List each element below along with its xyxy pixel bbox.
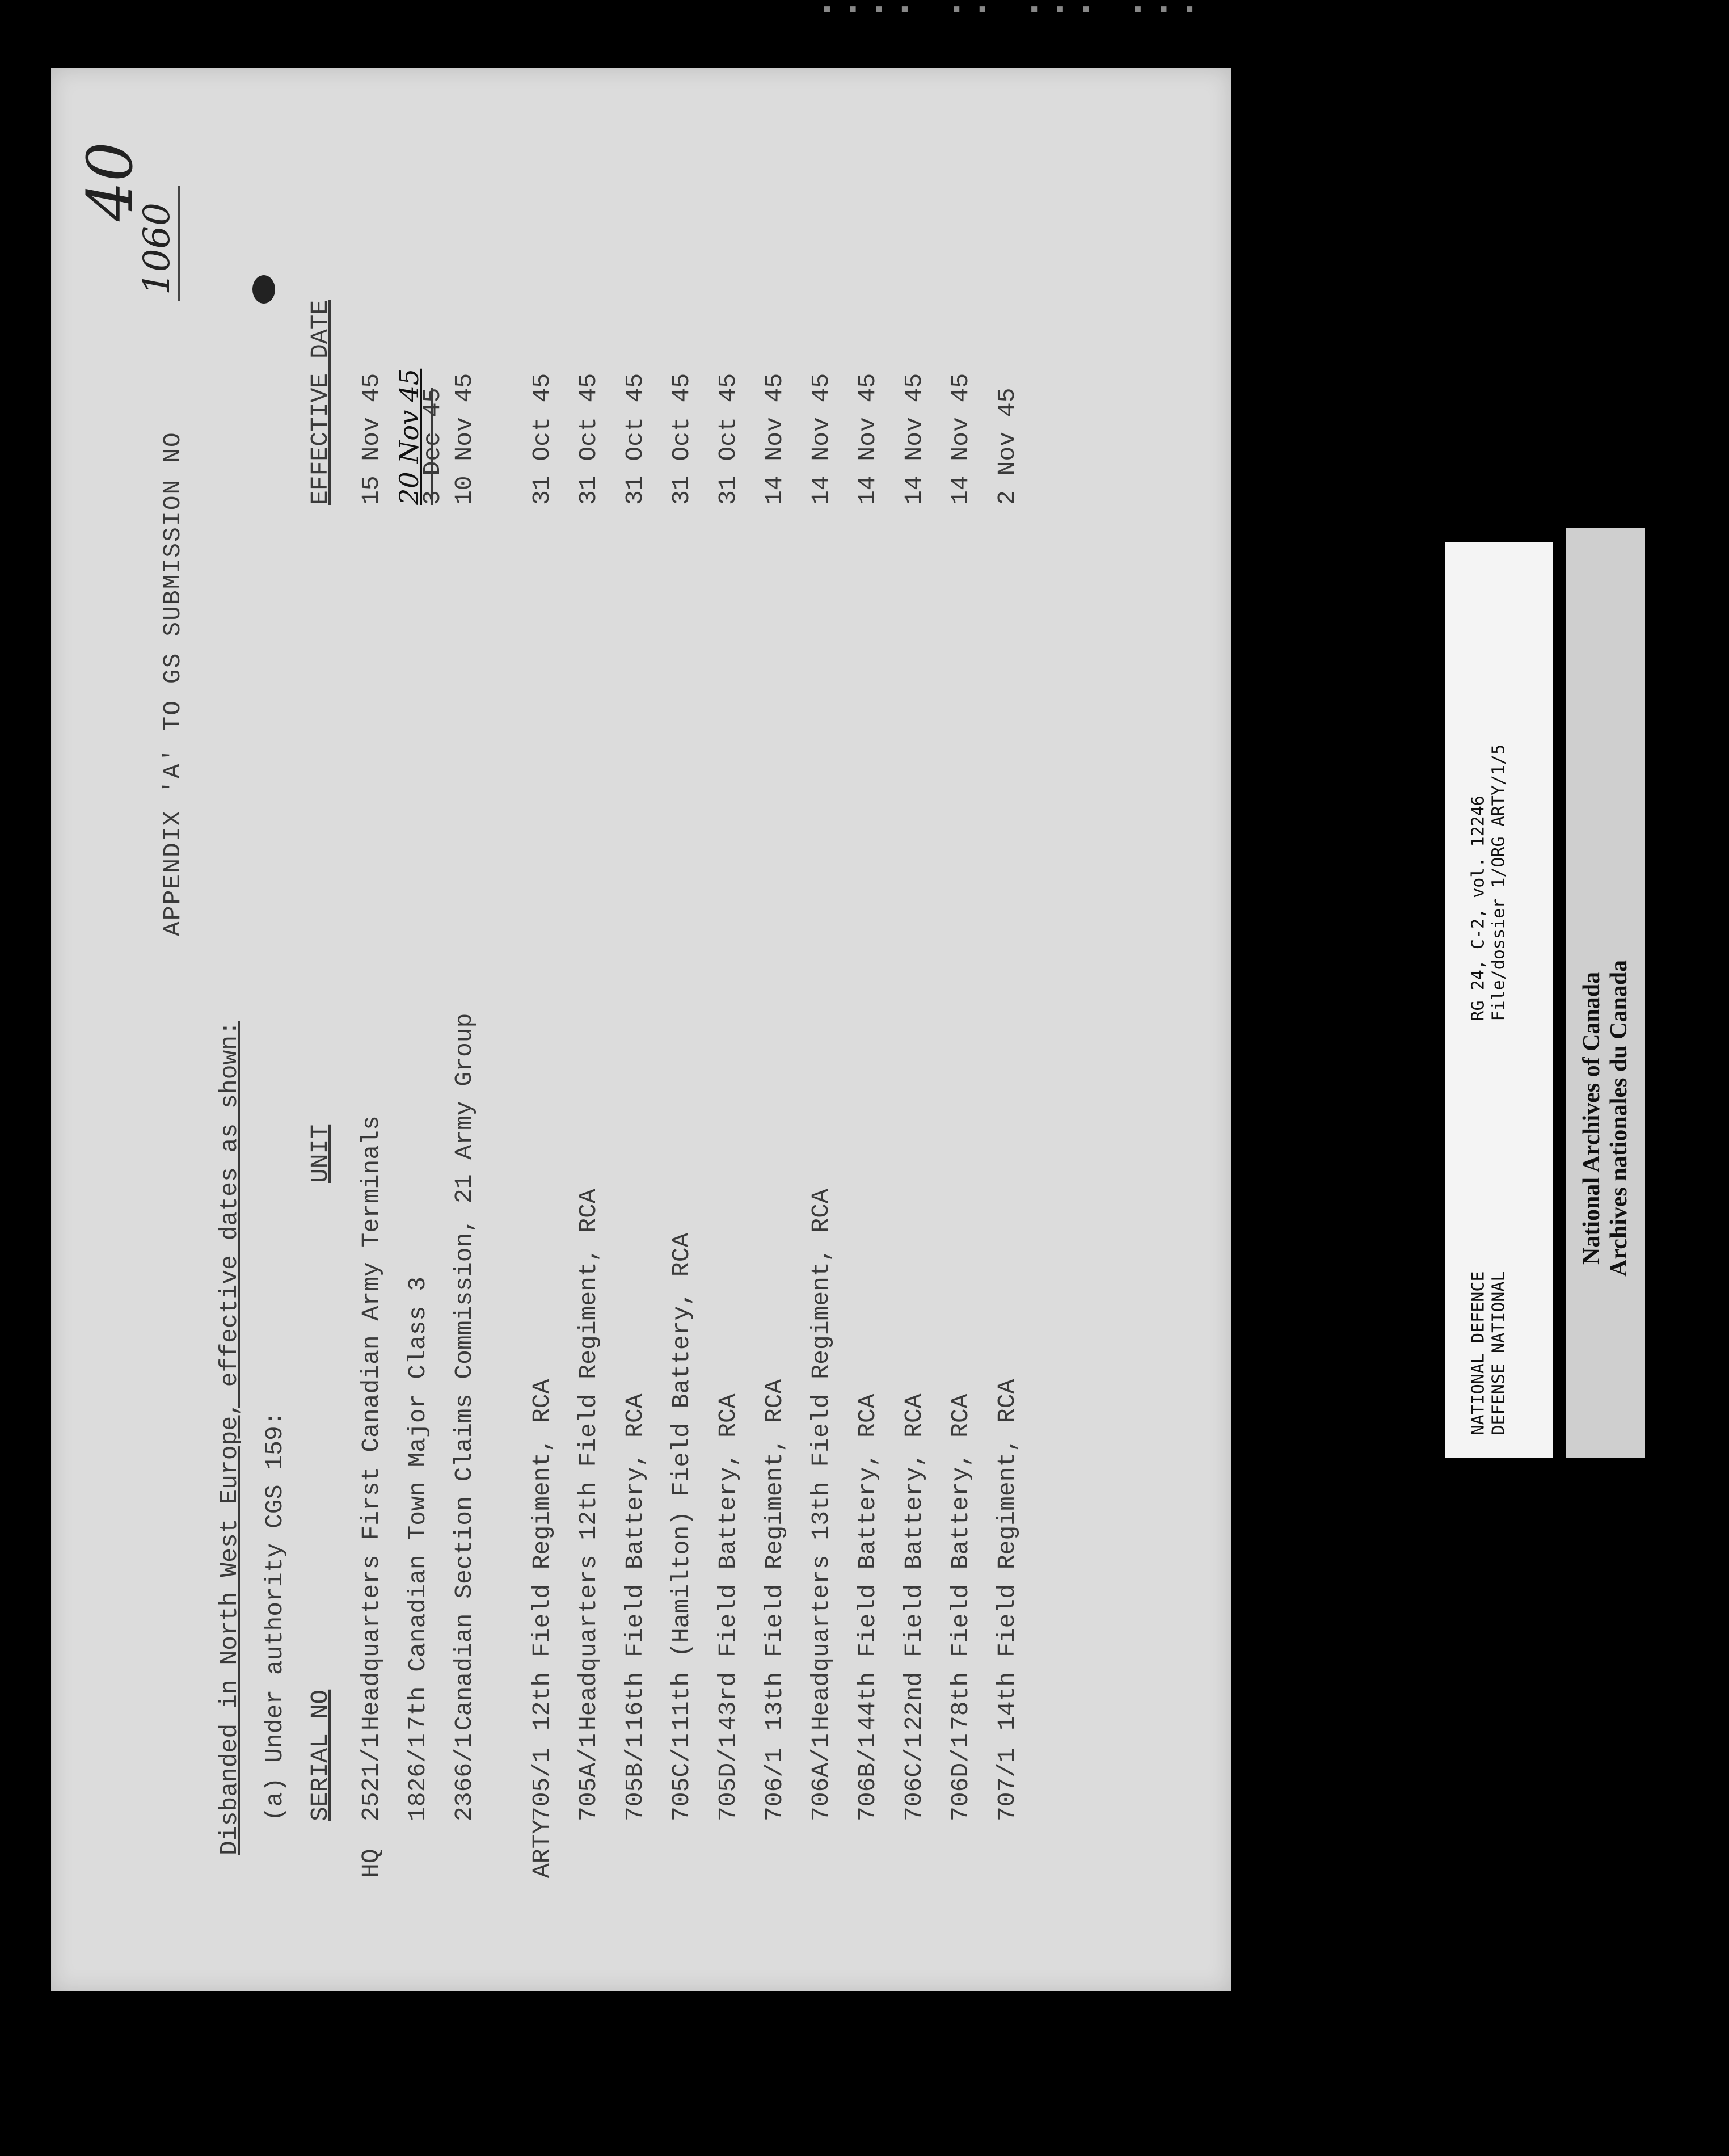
row-unit-name: 44th Field Battery, RCA xyxy=(854,1393,882,1730)
row-serial-no: 706C/1 xyxy=(900,1733,928,1821)
row-effective-date: 14 Nov 45 xyxy=(807,373,835,505)
row-date-handwritten: 20 Nov 45 xyxy=(394,368,424,505)
row-unit-name: 12th Field Regiment, RCA xyxy=(528,1379,556,1730)
row-unit-name: 16th Field Battery, RCA xyxy=(621,1393,649,1730)
row-effective-date: 14 Nov 45 xyxy=(900,373,928,505)
reference-line-2: File/dossier 1/ORG ARTY/1/5 xyxy=(1488,744,1509,1021)
row-effective-date: 14 Nov 45 xyxy=(854,373,882,505)
row-effective-date: 31 Oct 45 xyxy=(668,373,695,505)
row-unit-name: 22nd Field Battery, RCA xyxy=(900,1393,928,1730)
row-serial-no: 706D/1 xyxy=(947,1733,975,1821)
row-unit-name: 14th Field Regiment, RCA xyxy=(993,1379,1021,1730)
row-date-struck: 3 Dec 45 xyxy=(419,388,446,505)
column-header-unit: UNIT xyxy=(306,1124,334,1183)
row-unit-name: Canadian Section Claims Commission, 21 Army Group xyxy=(450,1013,478,1730)
row-unit-name: 78th Field Battery, RCA xyxy=(947,1393,975,1730)
archives-name-fr: Archives nationales du Canada xyxy=(1606,959,1632,1277)
row-unit-name: Headquarters First Canadian Army Terminals xyxy=(357,1115,385,1730)
row-effective-date: 2 Nov 45 xyxy=(993,388,1021,505)
row-effective-date: 31 Oct 45 xyxy=(621,373,649,505)
appendix-title: APPENDIX 'A' TO GS SUBMISSION NO xyxy=(159,431,187,936)
row-serial-no: 705A/1 xyxy=(575,1733,602,1821)
reference-line-1: RG 24, C-2, vol. 12246 xyxy=(1468,795,1488,1021)
row-effective-date: 15 Nov 45 xyxy=(357,373,385,505)
row-unit-name: Headquarters 13th Field Regiment, RCA xyxy=(807,1189,835,1730)
film-sprocket-marks: ▪▪▪▪ ▪▪ ▪▪▪ ▪▪▪ xyxy=(823,0,1211,17)
authority-line: (a) Under authority CGS 159: xyxy=(261,1411,289,1821)
document-heading: Disbanded in North West Europe, effective dates as shown: xyxy=(216,1021,243,1855)
row-unit-name: 11th (Hamilton) Field Battery, RCA xyxy=(668,1232,695,1730)
row-unit-name: 7th Canadian Town Major Class 3 xyxy=(404,1277,432,1730)
folio-number: 40 xyxy=(74,142,146,221)
row-effective-date: 14 Nov 45 xyxy=(947,373,975,505)
row-effective-date: 31 Oct 45 xyxy=(714,373,742,505)
row-unit-name: Headquarters 12th Field Regiment, RCA xyxy=(575,1189,602,1730)
row-serial-no: 706/1 xyxy=(761,1747,788,1821)
archive-reference-label xyxy=(1445,542,1553,1458)
row-serial-no: 2521/1 xyxy=(357,1733,385,1821)
row-serial-no: 707/1 xyxy=(993,1747,1021,1821)
page-content-rotated xyxy=(51,68,1231,1991)
row-serial-no: 705C/1 xyxy=(668,1733,695,1821)
archives-name-label xyxy=(1566,528,1645,1458)
row-serial-no: 2366/1 xyxy=(450,1733,478,1821)
row-unit-name: 43rd Field Battery, RCA xyxy=(714,1393,742,1730)
row-unit-name: 13th Field Regiment, RCA xyxy=(761,1379,788,1730)
dept-line-en: NATIONAL DEFENCE xyxy=(1468,1271,1488,1435)
row-serial-no: 705B/1 xyxy=(621,1733,649,1821)
row-group-label: HQ xyxy=(357,1848,385,1878)
row-serial-no: 705D/1 xyxy=(714,1733,742,1821)
column-header-serial: SERIAL NO xyxy=(306,1689,334,1821)
row-serial-no: 705/1 xyxy=(528,1747,556,1821)
column-header-date: EFFECTIVE DATE xyxy=(306,300,334,505)
row-effective-date: 14 Nov 45 xyxy=(761,373,788,505)
dept-line-fr: DEFENSE NATIONAL xyxy=(1488,1271,1509,1435)
row-group-label: ARTY xyxy=(528,1819,556,1878)
row-serial-no: 706B/1 xyxy=(854,1733,882,1821)
row-serial-no: 1826/1 xyxy=(404,1733,432,1821)
submission-number: 1060 xyxy=(136,186,180,301)
row-effective-date: 31 Oct 45 xyxy=(528,373,556,505)
row-serial-no: 706A/1 xyxy=(807,1733,835,1821)
archives-name-en: National Archives of Canada xyxy=(1579,971,1605,1265)
row-effective-date: 10 Nov 45 xyxy=(450,373,478,505)
row-effective-date: 31 Oct 45 xyxy=(575,373,602,505)
document-page xyxy=(51,68,1231,1991)
